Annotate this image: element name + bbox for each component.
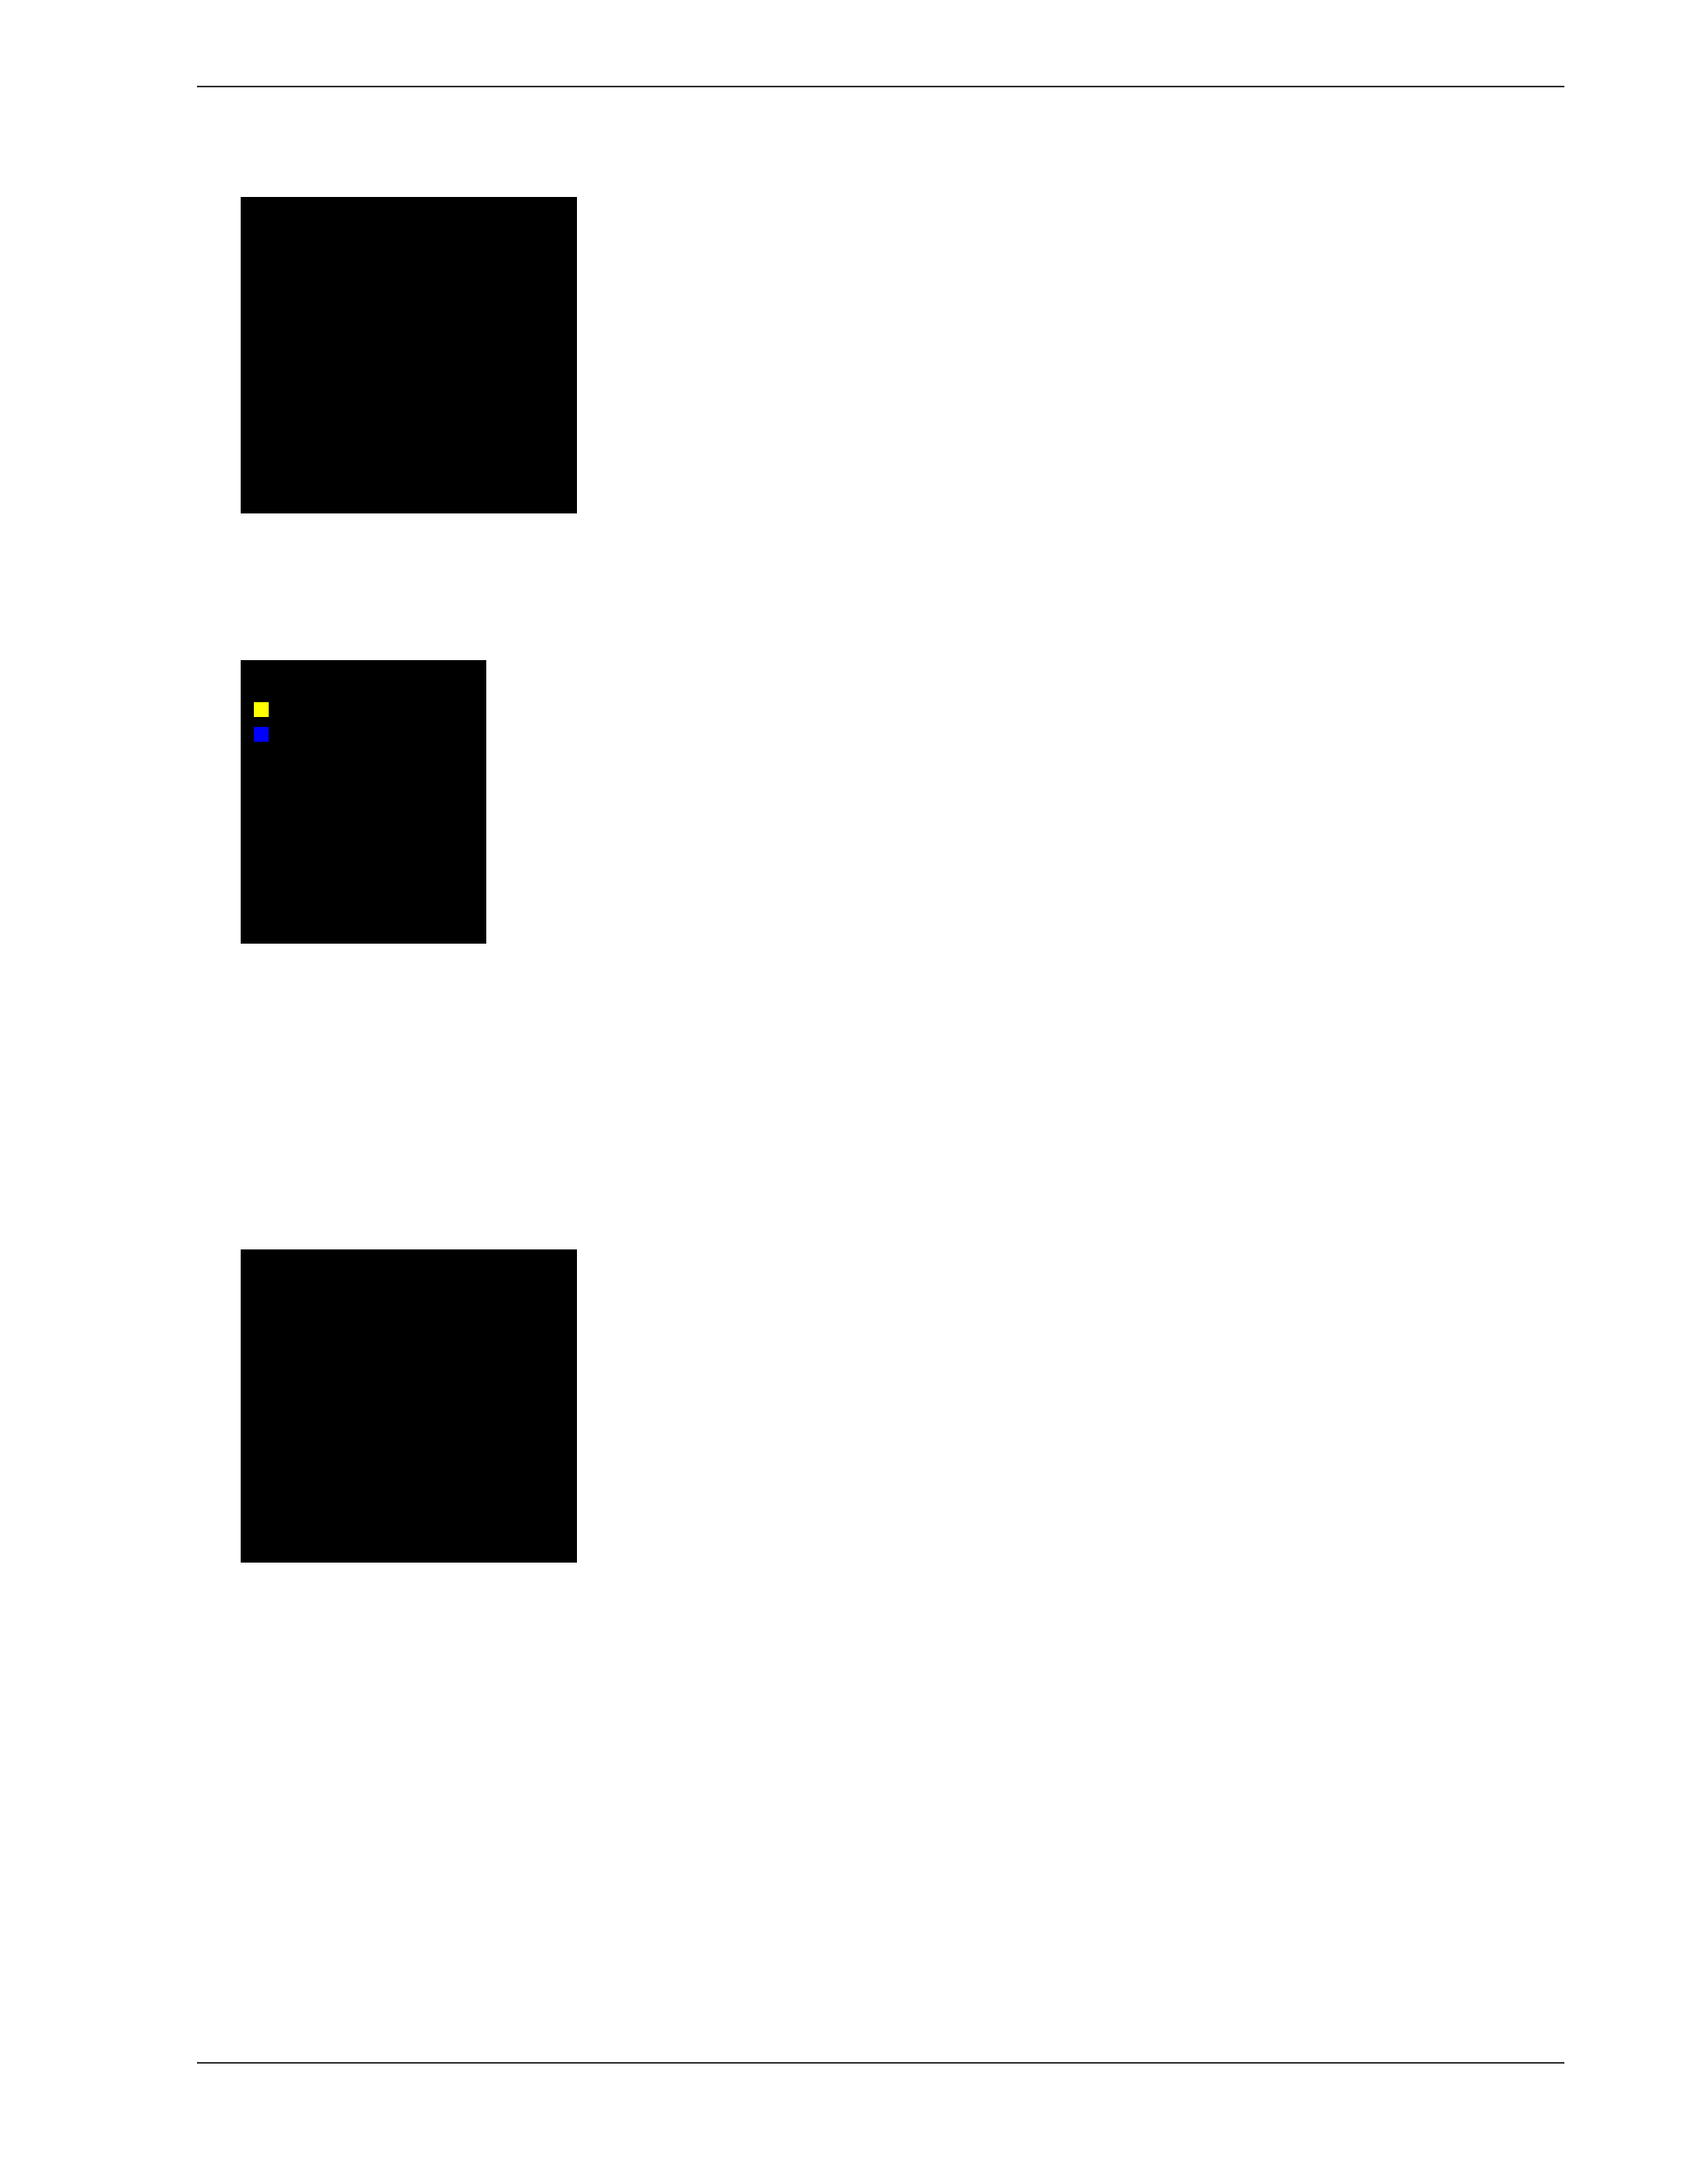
significance-legend	[241, 660, 486, 944]
force-swatch	[254, 727, 269, 742]
thickness-swatch	[254, 702, 269, 717]
sensitivity-chart	[241, 197, 577, 513]
step-15	[197, 1934, 241, 1967]
step-10	[197, 1181, 241, 1214]
step-7	[197, 983, 241, 1016]
scatter-plot	[241, 1249, 577, 1563]
footer-divider	[197, 2062, 1564, 2064]
step-13	[197, 1736, 241, 1769]
sensitivity-chart-figure	[241, 197, 577, 513]
step-14	[197, 1802, 241, 1835]
step-9	[197, 1115, 241, 1148]
step-6	[197, 125, 241, 158]
step-11	[197, 1605, 241, 1638]
header-divider	[197, 86, 1564, 87]
scatter-plot-figure	[241, 1249, 577, 1563]
step-8	[197, 1049, 241, 1082]
step-12	[197, 1671, 241, 1704]
